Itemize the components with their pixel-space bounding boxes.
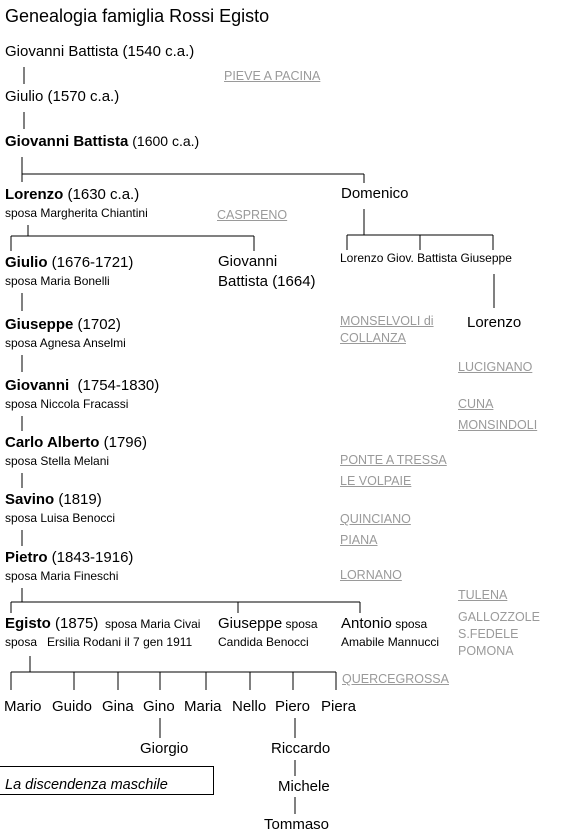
domenico-children: Lorenzo Giov. Battista Giuseppe <box>340 251 512 265</box>
person-date: (1875) <box>50 615 99 632</box>
person-michele: Michele <box>278 778 330 795</box>
spouse-giuseppe-egisto-brother: Candida Benocci <box>218 635 309 649</box>
spouse-giovanni: sposa Niccola Fracassi <box>5 397 129 411</box>
child-nello: Nello <box>232 698 267 715</box>
legend-text: La discendenza maschile <box>5 777 168 793</box>
person-giovanni-battista-1540: Giovanni Battista (1540 c.a.) <box>5 43 195 60</box>
place-link-lornano[interactable]: LORNANO <box>340 568 402 582</box>
person-date: (1676-1721) <box>47 254 134 271</box>
person-name: Giuseppe <box>5 316 74 333</box>
place-link-piana[interactable]: PIANA <box>340 533 378 547</box>
person-date: (1600 c.a.) <box>128 133 200 149</box>
child-gina: Gina <box>102 698 134 715</box>
person-giulio-1570: Giulio (1570 c.a.) <box>5 88 120 105</box>
child-piero: Piero <box>275 698 311 715</box>
place-pomona: POMONA <box>458 644 514 658</box>
person-date: (1843-1916) <box>47 549 134 566</box>
person-egisto-1875 <box>5 615 200 632</box>
child-mario: Mario <box>4 698 42 715</box>
person-giovanni-battista-1664-line2: Battista (1664) <box>218 273 316 290</box>
child-gino: Gino <box>143 698 175 715</box>
person-giulio-1676 <box>5 254 133 271</box>
place-link-lucignano[interactable]: LUCIGNANO <box>458 360 533 374</box>
person-lorenzo-domenico-grandchild: Lorenzo <box>467 314 522 331</box>
person-date: (1819) <box>54 491 102 508</box>
person-riccardo: Riccardo <box>271 740 331 757</box>
person-name: Giulio <box>5 254 48 271</box>
person-pietro-1843 <box>5 549 133 566</box>
person-date: (1796) <box>99 434 147 451</box>
person-domenico: Domenico <box>341 185 409 202</box>
place-link-caspreno[interactable]: CASPRENO <box>217 208 288 222</box>
person-date: (1754-1830) <box>69 377 160 394</box>
person-giorgio: Giorgio <box>140 740 189 757</box>
page-title: Genealogia famiglia Rossi Egisto <box>5 6 270 26</box>
person-antonio <box>341 615 427 632</box>
person-name: Pietro <box>5 549 48 566</box>
person-name: Giovanni Battista <box>5 133 129 150</box>
place-link-quinciano[interactable]: QUINCIANO <box>340 512 411 526</box>
spouse-pietro: sposa Maria Fineschi <box>5 569 119 583</box>
spouse-lorenzo: sposa Margherita Chiantini <box>5 206 148 220</box>
person-name: Giovanni <box>5 377 70 394</box>
person-name: Lorenzo <box>5 186 64 203</box>
person-giovanni-battista-1600 <box>5 133 199 150</box>
spouse-antonio: Amabile Mannucci <box>341 635 440 649</box>
person-name: Giuseppe <box>218 615 283 632</box>
place-link-le-volpaie[interactable]: LE VOLPAIE <box>340 474 412 488</box>
place-link-cuna[interactable]: CUNA <box>458 397 494 411</box>
person-giuseppe-egisto-brother <box>218 615 318 632</box>
person-date: (1630 c.a.) <box>63 186 140 203</box>
child-maria: Maria <box>184 698 222 715</box>
place-link-monselvoli-line1[interactable]: MONSELVOLI di <box>340 314 434 328</box>
place-gallozzole: GALLOZZOLE <box>458 610 540 624</box>
place-link-ponte-a-tressa[interactable]: PONTE A TRESSA <box>340 453 447 467</box>
place-link-tulena[interactable]: TULENA <box>458 588 508 602</box>
place-link-pieve-a-pacina[interactable]: PIEVE A PACINA <box>224 69 321 83</box>
place-link-quercegrossa[interactable]: QUERCEGROSSA <box>342 672 449 686</box>
person-carlo-alberto-1796 <box>5 434 147 451</box>
spouse-egisto-second: sposa Ersilia Rodani il 7 gen 1911 <box>5 635 193 649</box>
person-giuseppe-1702 <box>5 316 121 333</box>
sposa-label: sposa <box>282 617 318 631</box>
person-name: Savino <box>5 491 55 508</box>
person-tommaso: Tommaso <box>264 816 330 833</box>
person-name: Antonio <box>341 615 392 632</box>
person-name: Carlo Alberto <box>5 434 100 451</box>
place-link-monsindoli[interactable]: MONSINDOLI <box>458 418 538 432</box>
sposa-label: sposa <box>391 617 428 631</box>
child-piera: Piera <box>321 698 357 715</box>
spouse-giulio: sposa Maria Bonelli <box>5 274 110 288</box>
person-lorenzo-1630 <box>5 186 139 203</box>
spouse-savino: sposa Luisa Benocci <box>5 511 116 525</box>
spouse-giuseppe: sposa Agnesa Anselmi <box>5 336 126 350</box>
child-guido: Guido <box>52 698 93 715</box>
person-name: Egisto <box>5 615 51 632</box>
spouse-carlo-alberto: sposa Stella Melani <box>5 454 110 468</box>
spouse-egisto-first: sposa Maria Civai <box>98 617 201 631</box>
place-link-monselvoli-line2[interactable]: COLLANZA <box>340 331 406 345</box>
person-giovanni-1754 <box>5 377 159 394</box>
person-savino-1819 <box>5 491 102 508</box>
person-giovanni-battista-1664-line1: Giovanni <box>218 253 278 270</box>
person-date: (1702) <box>73 316 121 333</box>
place-s-fedele: S.FEDELE <box>458 627 519 641</box>
